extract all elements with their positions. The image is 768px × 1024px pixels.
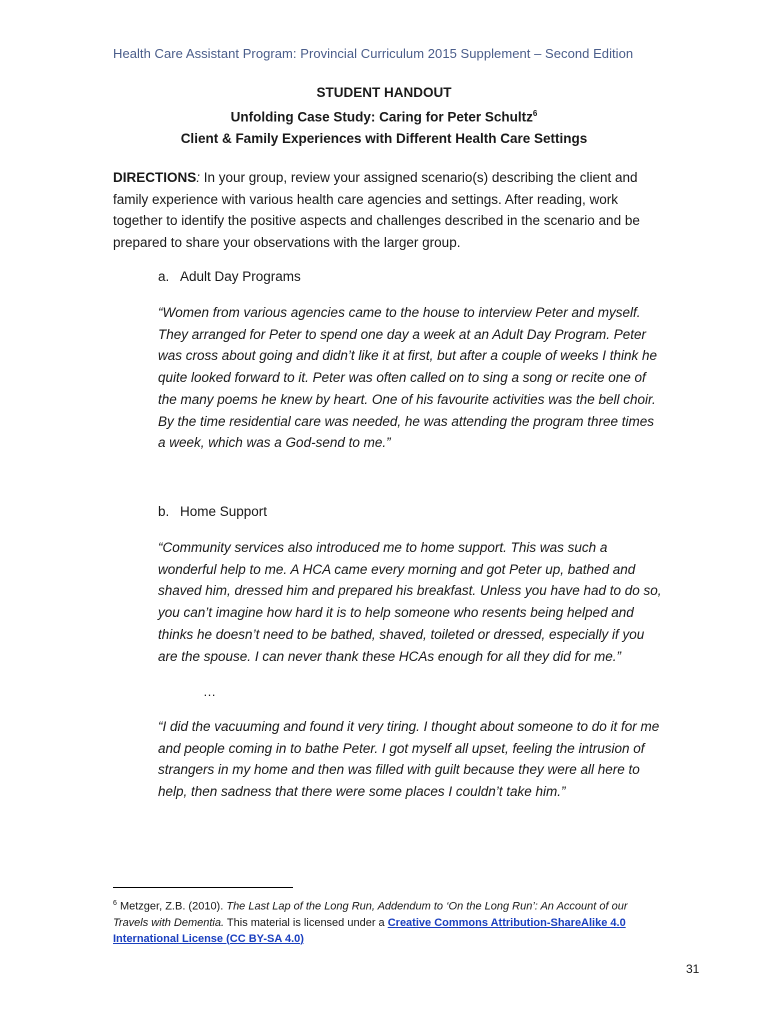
footnote [113, 896, 658, 947]
directions-colon: : [196, 170, 201, 185]
footnote-author: Metzger, Z.B. (2010). [116, 900, 227, 913]
section-a-heading [158, 269, 301, 284]
section-b-heading [158, 504, 267, 519]
license-link[interactable]: Creative Commons Attribution-ShareAlike 4.0 International License (CC BY-SA 4.0) [113, 916, 626, 945]
section-a-quote: “Women from various agencies came to the house to interview Peter and myself. They arranged for Peter to spend one day a week at an Adult Day Program. Peter was cross about going and didn’t like it at first, but after a couple of weeks I think he quite looked forward to it. Peter was often called on to sing a song or recite one of the many poems he knew by heart. One of his favourite activities was the bell choir. By the time residential care was needed, he was attending the program three times a week, which was a God-send to me.” [158, 305, 658, 451]
ellipsis: … [203, 684, 216, 699]
page-number: 31 [686, 962, 700, 976]
handout-subtitle: Client & Family Experiences with Different Health Care Settings [180, 130, 588, 146]
section-b-quote-2: “I did the vacuuming and found it very tiring. I thought about someone to do it for me and people coming in to bathe Peter. I got myself all upset, feeling the intrusion of strangers in my home and then was filled with guilt because they were all here to help, then sadness that there were some places I couldn’t take him.” [158, 719, 660, 800]
directions-label: DIRECTIONS [113, 170, 197, 185]
section-a-marker: a. [158, 269, 170, 284]
directions-paragraph [113, 167, 658, 254]
footnote-divider [113, 887, 293, 888]
running-header: Health Care Assistant Program: Provincial Curriculum 2015 Supplement – Second Edition [113, 46, 634, 61]
section-a-title: Adult Day Programs [180, 269, 301, 284]
handout-titles [0, 82, 768, 149]
section-b-marker: b. [158, 504, 170, 519]
footnote-number: 6 [113, 900, 117, 907]
directions-text: In your group, review your assigned scenario(s) describing the client and family experience with various health care agencies and settings. After reading, work together to identify the positive aspects and challenges described in the scenario and be prepared to share your observations with the larger group. [113, 170, 640, 251]
footnote-license-prefix: This material is licensed under a [224, 916, 388, 929]
section-b-quote: “Community services also introduced me to home support. This was such a wonderful help to me. A HCA came every morning and got Peter up, bathed and shaved him, dressed him and prepared his breakfast. Unless you have had to do so, you can’t imagine how hard it is to help someone who resents being helped and thinks he doesn’t need to be bathed, shaved, toileted or dressed, especially if you are the spouse. I can never thank these HCAs enough for all they did for me.” [158, 540, 662, 664]
footnote-ref: 6 [532, 109, 538, 118]
footnote-title: The Last Lap of the Long Run, Addendum to ‘On the Long Run’: An Account of our Travels with Dementia. [113, 900, 628, 929]
section-b-title: Home Support [180, 504, 268, 519]
case-study-title: Unfolding Case Study: Caring for Peter Schultz$^6$ [230, 109, 538, 125]
handout-label: STUDENT HANDOUT [316, 85, 452, 100]
